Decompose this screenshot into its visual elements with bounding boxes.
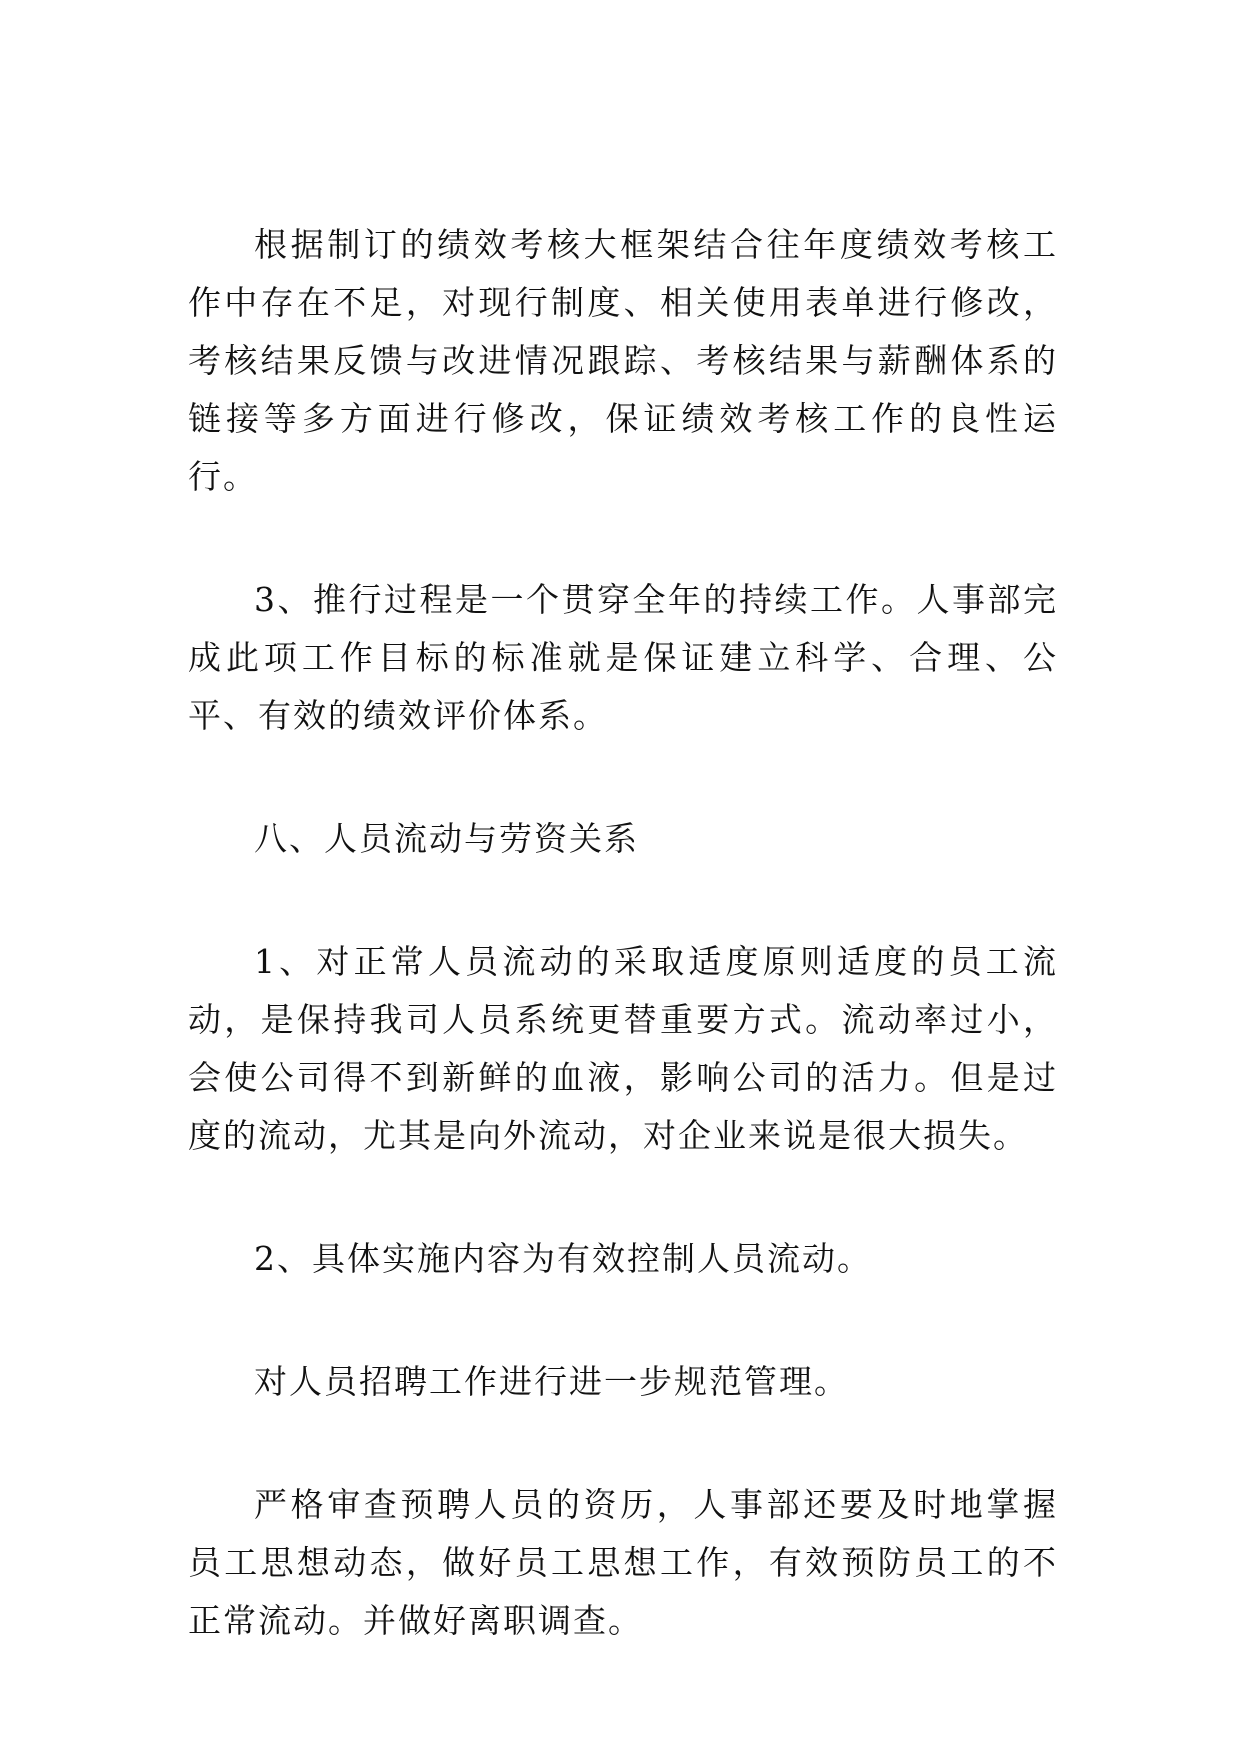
paragraph-performance-revision: 根据制订的绩效考核大框架结合往年度绩效考核工作中存在不足，对现行制度、相关使用表单进行修改，考核结果反馈与改进情况跟踪、考核结果与薪酬体系的链接等多方面进行修改，保证绩效考核工作的良性运行。 (188, 225, 1058, 496)
paragraph-evaluation-system: 3、推行过程是一个贯穿全年的持续工作。人事部完成此项工作目标的标准就是保证建立科学、合理、公平、有效的绩效评价体系。 (188, 580, 1058, 735)
section-heading-personnel-flow: 八、人员流动与劳资关系 (254, 819, 639, 858)
paragraph-recruitment: 对人员招聘工作进行进一步规范管理。 (254, 1362, 849, 1401)
document-body (188, 216, 1058, 1650)
paragraph-control-flow: 2、具体实施内容为有效控制人员流动。 (254, 1239, 872, 1278)
paragraph-normal-flow: 1、对正常人员流动的采取适度原则适度的员工流动，是保持我司人员系统更替重要方式。流动率过小，会使公司得不到新鲜的血液，影响公司的活力。但是过度的流动，尤其是向外流动，对企业来说是很大损失。 (188, 942, 1058, 1155)
paragraph-screening: 严格审查预聘人员的资历，人事部还要及时地掌握员工思想动态，做好员工思想工作，有效预防员工的不正常流动。并做好离职调查。 (188, 1485, 1058, 1640)
